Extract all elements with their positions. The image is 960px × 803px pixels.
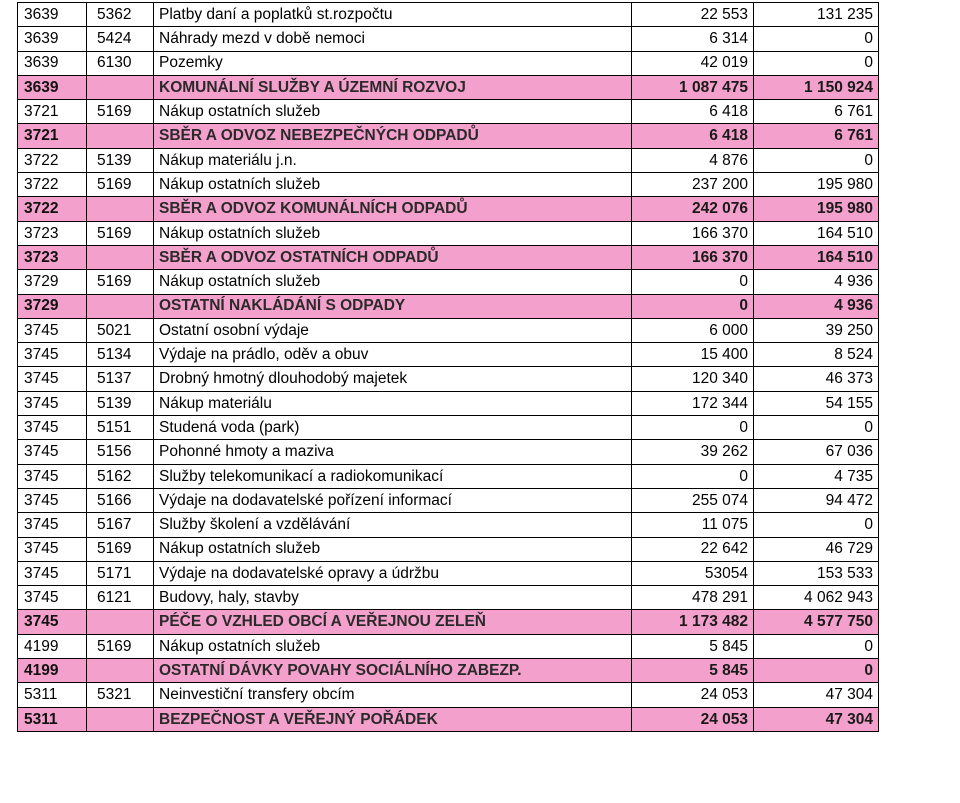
amount-a-cell: 6 418 bbox=[632, 100, 754, 124]
paragraph-cell: 3745 bbox=[18, 391, 87, 415]
item-code-cell: 5139 bbox=[87, 148, 154, 172]
amount-a-cell: 0 bbox=[632, 270, 754, 294]
amount-a-cell: 5 845 bbox=[632, 659, 754, 683]
table-row bbox=[18, 367, 879, 391]
amount-b-cell: 47 304 bbox=[754, 683, 879, 707]
paragraph-cell: 3745 bbox=[18, 318, 87, 342]
item-name-cell: Náhrady mezd v době nemoci bbox=[154, 27, 632, 51]
item-code-cell: 5171 bbox=[87, 561, 154, 585]
amount-b-cell: 4 062 943 bbox=[754, 586, 879, 610]
item-code-cell bbox=[87, 659, 154, 683]
paragraph-cell: 3745 bbox=[18, 488, 87, 512]
amount-a-cell: 24 053 bbox=[632, 683, 754, 707]
summary-row bbox=[18, 294, 879, 318]
table-row bbox=[18, 343, 879, 367]
amount-b-cell: 4 735 bbox=[754, 464, 879, 488]
amount-a-cell: 42 019 bbox=[632, 51, 754, 75]
amount-a-cell: 1 173 482 bbox=[632, 610, 754, 634]
amount-a-cell: 120 340 bbox=[632, 367, 754, 391]
item-code-cell: 5021 bbox=[87, 318, 154, 342]
amount-b-cell: 0 bbox=[754, 634, 879, 658]
amount-a-cell: 166 370 bbox=[632, 221, 754, 245]
paragraph-cell: 3745 bbox=[18, 343, 87, 367]
item-code-cell bbox=[87, 610, 154, 634]
amount-a-cell: 15 400 bbox=[632, 343, 754, 367]
summary-row bbox=[18, 197, 879, 221]
item-name-cell: Nákup ostatních služeb bbox=[154, 173, 632, 197]
table-row bbox=[18, 51, 879, 75]
item-code-cell: 5137 bbox=[87, 367, 154, 391]
amount-a-cell: 11 075 bbox=[632, 513, 754, 537]
paragraph-cell: 3745 bbox=[18, 464, 87, 488]
item-name-cell: SBĚR A ODVOZ KOMUNÁLNÍCH ODPADŮ bbox=[154, 197, 632, 221]
paragraph-cell: 3723 bbox=[18, 245, 87, 269]
paragraph-cell: 4199 bbox=[18, 634, 87, 658]
item-name-cell: Nákup ostatních služeb bbox=[154, 634, 632, 658]
summary-row bbox=[18, 245, 879, 269]
summary-row bbox=[18, 610, 879, 634]
item-name-cell: Nákup materiálu j.n. bbox=[154, 148, 632, 172]
item-code-cell: 5362 bbox=[87, 3, 154, 27]
amount-b-cell: 6 761 bbox=[754, 100, 879, 124]
paragraph-cell: 3745 bbox=[18, 440, 87, 464]
item-name-cell: BEZPEČNOST A VEŘEJNÝ POŘÁDEK bbox=[154, 707, 632, 731]
paragraph-cell: 3639 bbox=[18, 3, 87, 27]
paragraph-cell: 3745 bbox=[18, 561, 87, 585]
amount-a-cell: 5 845 bbox=[632, 634, 754, 658]
amount-b-cell: 0 bbox=[754, 27, 879, 51]
item-code-cell: 5167 bbox=[87, 513, 154, 537]
paragraph-cell: 3723 bbox=[18, 221, 87, 245]
table-row bbox=[18, 221, 879, 245]
item-code-cell: 6130 bbox=[87, 51, 154, 75]
amount-b-cell: 46 729 bbox=[754, 537, 879, 561]
paragraph-cell: 3639 bbox=[18, 75, 87, 99]
amount-b-cell: 195 980 bbox=[754, 197, 879, 221]
table-row bbox=[18, 173, 879, 197]
amount-a-cell: 6 418 bbox=[632, 124, 754, 148]
item-name-cell: Pozemky bbox=[154, 51, 632, 75]
item-name-cell: OSTATNÍ DÁVKY POVAHY SOCIÁLNÍHO ZABEZP. bbox=[154, 659, 632, 683]
item-name-cell: Výdaje na dodavatelské pořízení informací bbox=[154, 488, 632, 512]
item-name-cell: Nákup ostatních služeb bbox=[154, 270, 632, 294]
item-code-cell bbox=[87, 124, 154, 148]
amount-b-cell: 4 936 bbox=[754, 270, 879, 294]
item-name-cell: Nákup ostatních služeb bbox=[154, 100, 632, 124]
item-name-cell: Nákup ostatních služeb bbox=[154, 221, 632, 245]
amount-a-cell: 242 076 bbox=[632, 197, 754, 221]
amount-a-cell: 24 053 bbox=[632, 707, 754, 731]
item-name-cell: SBĚR A ODVOZ NEBEZPEČNÝCH ODPADŮ bbox=[154, 124, 632, 148]
paragraph-cell: 5311 bbox=[18, 707, 87, 731]
paragraph-cell: 3745 bbox=[18, 367, 87, 391]
item-code-cell: 5139 bbox=[87, 391, 154, 415]
amount-a-cell: 172 344 bbox=[632, 391, 754, 415]
item-code-cell: 5169 bbox=[87, 100, 154, 124]
item-code-cell: 5151 bbox=[87, 416, 154, 440]
amount-b-cell: 94 472 bbox=[754, 488, 879, 512]
amount-b-cell: 67 036 bbox=[754, 440, 879, 464]
amount-a-cell: 1 087 475 bbox=[632, 75, 754, 99]
item-code-cell: 5169 bbox=[87, 537, 154, 561]
item-name-cell: Neinvestiční transfery obcím bbox=[154, 683, 632, 707]
summary-row bbox=[18, 124, 879, 148]
amount-b-cell: 0 bbox=[754, 148, 879, 172]
item-name-cell: Služby školení a vzdělávání bbox=[154, 513, 632, 537]
amount-b-cell: 0 bbox=[754, 513, 879, 537]
summary-row bbox=[18, 659, 879, 683]
paragraph-cell: 3639 bbox=[18, 27, 87, 51]
amount-a-cell: 166 370 bbox=[632, 245, 754, 269]
table-row bbox=[18, 464, 879, 488]
item-code-cell: 5169 bbox=[87, 221, 154, 245]
amount-b-cell: 54 155 bbox=[754, 391, 879, 415]
amount-a-cell: 0 bbox=[632, 294, 754, 318]
table-row bbox=[18, 391, 879, 415]
item-name-cell: OSTATNÍ NAKLÁDÁNÍ S ODPADY bbox=[154, 294, 632, 318]
table-row bbox=[18, 416, 879, 440]
item-code-cell: 5169 bbox=[87, 173, 154, 197]
amount-a-cell: 0 bbox=[632, 416, 754, 440]
amount-b-cell: 46 373 bbox=[754, 367, 879, 391]
item-code-cell: 6121 bbox=[87, 586, 154, 610]
item-code-cell: 5134 bbox=[87, 343, 154, 367]
table-row bbox=[18, 513, 879, 537]
amount-a-cell: 6 314 bbox=[632, 27, 754, 51]
paragraph-cell: 3745 bbox=[18, 610, 87, 634]
item-code-cell: 5321 bbox=[87, 683, 154, 707]
amount-b-cell: 164 510 bbox=[754, 221, 879, 245]
amount-b-cell: 0 bbox=[754, 51, 879, 75]
table-row bbox=[18, 270, 879, 294]
paragraph-cell: 3722 bbox=[18, 148, 87, 172]
paragraph-cell: 3745 bbox=[18, 416, 87, 440]
amount-b-cell: 4 577 750 bbox=[754, 610, 879, 634]
item-name-cell: PÉČE O VZHLED OBCÍ A VEŘEJNOU ZELEŇ bbox=[154, 610, 632, 634]
item-code-cell bbox=[87, 197, 154, 221]
item-code-cell: 5424 bbox=[87, 27, 154, 51]
item-name-cell: Platby daní a poplatků st.rozpočtu bbox=[154, 3, 632, 27]
item-code-cell bbox=[87, 294, 154, 318]
table-row bbox=[18, 561, 879, 585]
paragraph-cell: 3745 bbox=[18, 513, 87, 537]
amount-a-cell: 22 642 bbox=[632, 537, 754, 561]
amount-b-cell: 1 150 924 bbox=[754, 75, 879, 99]
amount-b-cell: 153 533 bbox=[754, 561, 879, 585]
amount-b-cell: 6 761 bbox=[754, 124, 879, 148]
amount-a-cell: 39 262 bbox=[632, 440, 754, 464]
amount-b-cell: 0 bbox=[754, 416, 879, 440]
amount-a-cell: 22 553 bbox=[632, 3, 754, 27]
table-row bbox=[18, 634, 879, 658]
table-row bbox=[18, 537, 879, 561]
item-code-cell bbox=[87, 707, 154, 731]
paragraph-cell: 3721 bbox=[18, 100, 87, 124]
item-code-cell: 5169 bbox=[87, 270, 154, 294]
table-row bbox=[18, 3, 879, 27]
table-row bbox=[18, 683, 879, 707]
paragraph-cell: 3639 bbox=[18, 51, 87, 75]
paragraph-cell: 5311 bbox=[18, 683, 87, 707]
item-code-cell: 5156 bbox=[87, 440, 154, 464]
item-name-cell: Nákup ostatních služeb bbox=[154, 537, 632, 561]
table-row bbox=[18, 100, 879, 124]
table-row bbox=[18, 440, 879, 464]
item-code-cell: 5162 bbox=[87, 464, 154, 488]
table-row bbox=[18, 318, 879, 342]
paragraph-cell: 3722 bbox=[18, 173, 87, 197]
amount-b-cell: 164 510 bbox=[754, 245, 879, 269]
amount-b-cell: 195 980 bbox=[754, 173, 879, 197]
table-row bbox=[18, 586, 879, 610]
item-name-cell: Nákup materiálu bbox=[154, 391, 632, 415]
amount-b-cell: 8 524 bbox=[754, 343, 879, 367]
amount-a-cell: 6 000 bbox=[632, 318, 754, 342]
summary-row bbox=[18, 75, 879, 99]
item-name-cell: Pohonné hmoty a maziva bbox=[154, 440, 632, 464]
table-row bbox=[18, 27, 879, 51]
budget-table bbox=[17, 2, 879, 732]
paragraph-cell: 3729 bbox=[18, 294, 87, 318]
amount-b-cell: 0 bbox=[754, 659, 879, 683]
item-name-cell: SBĚR A ODVOZ OSTATNÍCH ODPADŮ bbox=[154, 245, 632, 269]
item-code-cell: 5169 bbox=[87, 634, 154, 658]
budget-table-body bbox=[18, 3, 879, 732]
paragraph-cell: 4199 bbox=[18, 659, 87, 683]
item-name-cell: Výdaje na dodavatelské opravy a údržbu bbox=[154, 561, 632, 585]
amount-a-cell: 0 bbox=[632, 464, 754, 488]
paragraph-cell: 3745 bbox=[18, 586, 87, 610]
amount-b-cell: 4 936 bbox=[754, 294, 879, 318]
amount-a-cell: 4 876 bbox=[632, 148, 754, 172]
amount-a-cell: 53054 bbox=[632, 561, 754, 585]
item-code-cell bbox=[87, 75, 154, 99]
item-name-cell: Budovy, haly, stavby bbox=[154, 586, 632, 610]
paragraph-cell: 3722 bbox=[18, 197, 87, 221]
table-row bbox=[18, 148, 879, 172]
table-row bbox=[18, 488, 879, 512]
item-code-cell: 5166 bbox=[87, 488, 154, 512]
amount-b-cell: 39 250 bbox=[754, 318, 879, 342]
item-name-cell: Ostatní osobní výdaje bbox=[154, 318, 632, 342]
amount-b-cell: 131 235 bbox=[754, 3, 879, 27]
item-name-cell: KOMUNÁLNÍ SLUŽBY A ÚZEMNÍ ROZVOJ bbox=[154, 75, 632, 99]
paragraph-cell: 3729 bbox=[18, 270, 87, 294]
amount-a-cell: 478 291 bbox=[632, 586, 754, 610]
amount-a-cell: 237 200 bbox=[632, 173, 754, 197]
item-name-cell: Výdaje na prádlo, oděv a obuv bbox=[154, 343, 632, 367]
item-name-cell: Studená voda (park) bbox=[154, 416, 632, 440]
item-code-cell bbox=[87, 245, 154, 269]
paragraph-cell: 3721 bbox=[18, 124, 87, 148]
item-name-cell: Služby telekomunikací a radiokomunikací bbox=[154, 464, 632, 488]
amount-b-cell: 47 304 bbox=[754, 707, 879, 731]
summary-row bbox=[18, 707, 879, 731]
amount-a-cell: 255 074 bbox=[632, 488, 754, 512]
paragraph-cell: 3745 bbox=[18, 537, 87, 561]
item-name-cell: Drobný hmotný dlouhodobý majetek bbox=[154, 367, 632, 391]
